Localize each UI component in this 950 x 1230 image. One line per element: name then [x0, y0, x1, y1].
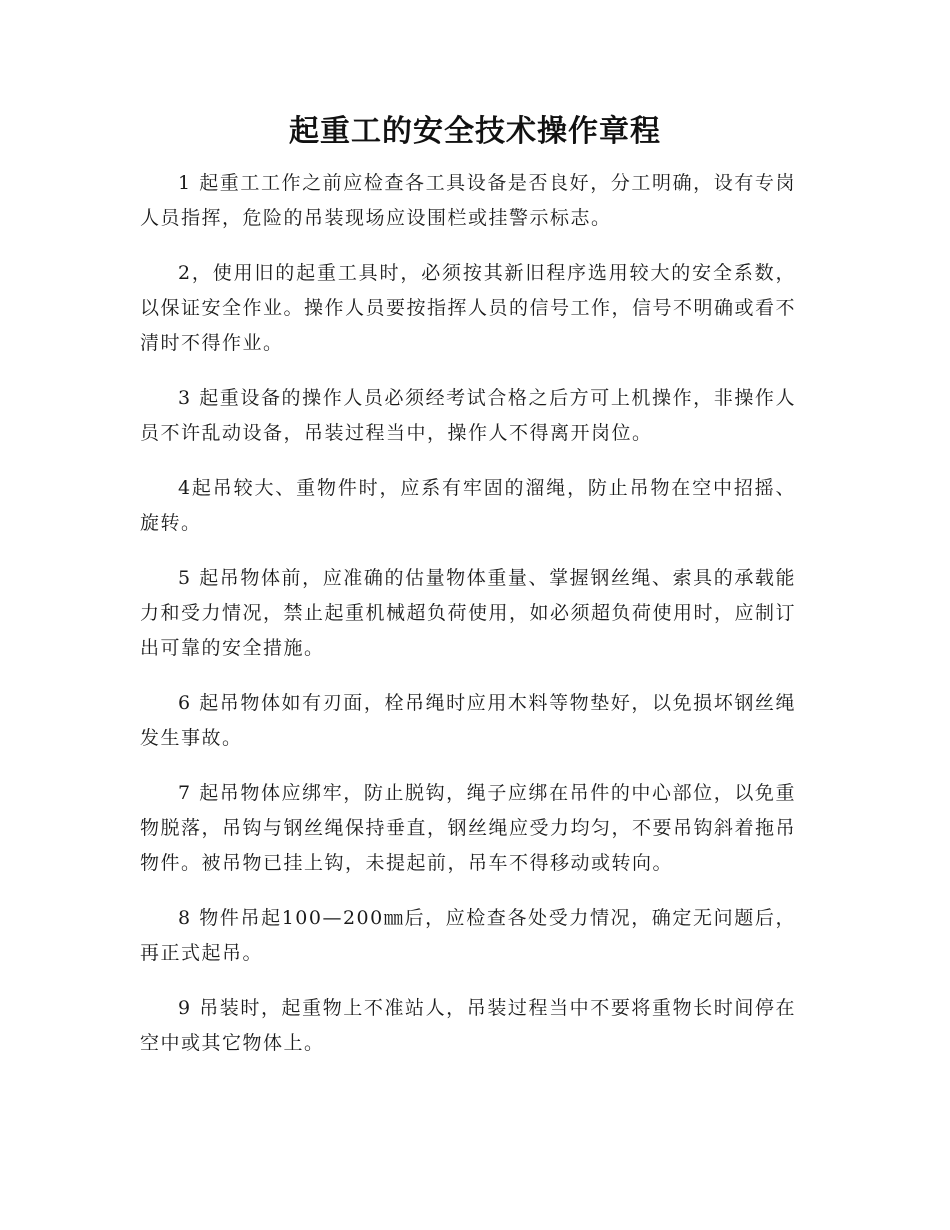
paragraph-7: 7 起吊物体应绑牢，防止脱钩，绳子应绑在吊件的中心部位，以免重物脱落，吊钩与钢丝绳保持垂直，钢丝绳应受力均匀，不要吊钩斜着拖吊物件。被吊物已挂上钩，未提起前，吊车不得移动或转向。 — [140, 782, 797, 874]
paragraph-5: 5 起吊物体前，应准确的估量物体重量、掌握钢丝绳、索具的承载能力和受力情况，禁止起重机械超负荷使用，如必须超负荷使用时，应制订出可靠的安全措施。 — [140, 567, 797, 659]
document-body — [140, 166, 796, 1081]
paragraph-1: 1 起重工工作之前应检查各工具设备是否良好，分工明确，设有专岗人员指挥，危险的吊装现场应设围栏或挂警示标志。 — [140, 172, 796, 229]
paragraph-3: 3 起重设备的操作人员必须经考试合格之后方可上机操作，非操作人员不许乱动设备，吊装过程当中，操作人不得离开岗位。 — [140, 387, 796, 444]
paragraph-4: 4起吊较大、重物件时，应系有牢固的溜绳，防止吊物在空中招摇、旋转。 — [140, 477, 796, 534]
paragraph-8: 8 物件吊起100—200㎜后，应检查各处受力情况，确定无问题后，再正式起吊。 — [140, 907, 796, 964]
paragraph-6: 6 起吊物体如有刃面，栓吊绳时应用木料等物垫好，以免损坏钢丝绳发生事故。 — [140, 692, 796, 749]
document-title: 起重工的安全技术操作章程 — [289, 114, 661, 149]
paragraph-2: 2，使用旧的起重工具时，必须按其新旧程序选用较大的安全系数，以保证安全作业。操作人员要按指挥人员的信号工作，信号不明确或看不清时不得作业。 — [140, 262, 797, 354]
paragraph-9: 9 吊装时，起重物上不准站人，吊装过程当中不要将重物长时间停在空中或其它物体上。 — [140, 997, 796, 1054]
